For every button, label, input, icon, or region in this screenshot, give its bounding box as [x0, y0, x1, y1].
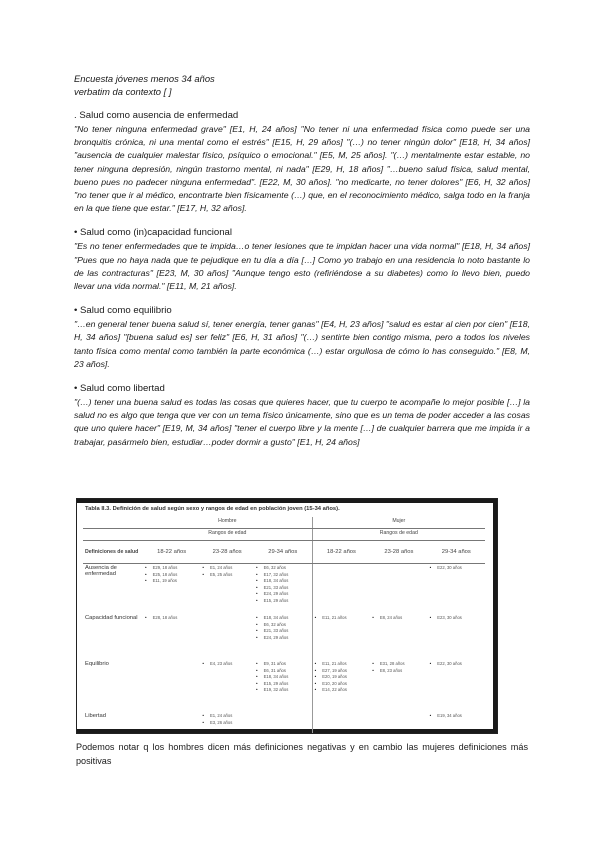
interviewee-list [430, 661, 483, 668]
interviewee-entry: • E6, 32 años [256, 622, 310, 629]
section-title: • Salud como libertad [74, 383, 165, 395]
age-header: 29-34 años [254, 541, 312, 564]
section-absence [74, 109, 530, 215]
table-cell [312, 712, 370, 734]
interviewee-entry: • E24, 29 años [256, 635, 310, 642]
document-body [74, 72, 530, 449]
age-header: 18-22 años [312, 541, 370, 564]
definitions-table-figure [76, 498, 498, 734]
table-cell [200, 660, 254, 712]
table-cell [370, 712, 427, 734]
interviewee-entry: • E18, 34 años [256, 615, 310, 622]
definitions-table [83, 517, 485, 734]
interviewee-entry: • E23, 30 años [430, 615, 483, 622]
table-cell [312, 660, 370, 712]
table-cell [254, 660, 312, 712]
row-label: Capacidad funcional [85, 615, 138, 621]
interviewee-list [315, 615, 369, 622]
interviewee-list [372, 661, 425, 674]
interviewee-entry: • E11, 21 años [315, 661, 369, 668]
survey-title: Encuesta jóvenes menos 34 años [74, 73, 215, 84]
interviewee-list [202, 713, 252, 726]
interviewee-entry: • E10, 20 años [315, 681, 369, 688]
row-label: Equilibrio [85, 661, 109, 667]
interviewee-list [145, 565, 198, 585]
conclusion-text: Podemos notar q los hombres dicen más definiciones negativas y en cambio las mujeres definiciones más positivas [76, 742, 528, 766]
section-quotes: "No tener ninguna enfermedad grave" [E1, H, 24 años] "No tener ni una enfermedad física como puede ser una bronquitis crónica, ni una mental como el estrés" [E15, H, 29 años] "(…) no tener ningún dolor" [E18, H, 34 años] "ausencia de cualquier malestar físico, psíquico o emocional." [E5, M, 25 años]. "(…) mentalmente estar estable, no tener ninguna depresión, ningún trastorno mental, ni nada" [E29, H, 18 años] "…bueno salud física, salud mental, bueno pues no padecer ninguna enfermedad". [E22, M, 30 años]. "no medicarte, no tener dolores" [E6, H, 32 años] "no tener que ir al médico, encontrarte bien físicamente (…) que, en el reconocimiento médico, salga todo en la franja en la que tiene que estar." [E17, H, 32 años]. [74, 124, 530, 214]
group-women: Mujer [312, 517, 485, 529]
section-quotes: "Es no tener enfermedades que te impida…o tener lesiones que te impidan hacer una vida normal" [E18, H, 34 años] "Pues que no haya nada que te pejudique en tu día a día […] Como yo trabajo en una residencia lo noto bastante lo de las contracturas" [E23, M, 30 años] "Aunque tengo esto (refiriéndose a su diabetes) como lo llevo bien, puedo llevar una vida normal." [E11, M, 21 años]. [74, 241, 530, 292]
interviewee-entry: • E19, 32 años [256, 687, 310, 694]
age-header: 29-34 años [428, 541, 485, 564]
table-cell [143, 614, 200, 660]
interviewee-entry: • E17, 32 años [256, 572, 310, 579]
figure-border [493, 499, 497, 733]
interviewee-entry: • E11, 21 años [315, 615, 369, 622]
table-row [83, 712, 485, 734]
interviewee-entry: • E31, 28 años [372, 661, 425, 668]
table-cell [200, 712, 254, 734]
interviewee-entry: • E18, 34 años [256, 674, 310, 681]
table-cell [143, 564, 200, 615]
row-label: Libertad [85, 713, 106, 719]
section-title: . Salud como ausencia de enfermedad [74, 110, 239, 121]
table-corner [83, 517, 143, 529]
interviewee-list [372, 615, 425, 622]
table-row [83, 564, 485, 615]
table-cell [428, 564, 485, 615]
section-freedom [74, 382, 530, 449]
table-cell [143, 712, 200, 734]
age-header: 23-28 años [200, 541, 254, 564]
interviewee-entry: • E15, 29 años [256, 598, 310, 605]
interviewee-entry: • E15, 29 años [256, 681, 310, 688]
interviewee-list [145, 615, 198, 622]
interviewee-entry: • E21, 33 años [256, 628, 310, 635]
interviewee-entry: • E22, 30 años [430, 565, 483, 572]
section-title: • Salud como (in)capacidad funcional [74, 227, 233, 239]
figure-border [77, 499, 497, 503]
interviewee-list [202, 661, 252, 668]
interviewee-entry: • E9, 31 años [256, 661, 310, 668]
ranges-label-women: Rangos de edad [312, 529, 485, 541]
age-header: 23-28 años [370, 541, 427, 564]
age-header: 18-22 años [143, 541, 200, 564]
table-cell [200, 614, 254, 660]
interviewee-entry: • E29, 18 años [145, 565, 198, 572]
interviewee-entry: • E6, 32 años [256, 565, 310, 572]
table-cell [143, 660, 200, 712]
table-caption: Tabla II.3. Definición de salud según sexo y rangos de edad en población joven (15-34 años). [85, 506, 340, 512]
ranges-label-men: Rangos de edad [143, 529, 312, 541]
interviewee-entry: • E1, 24 años [202, 713, 252, 720]
interviewee-entry: • E14, 22 años [315, 687, 369, 694]
interviewee-entry: • E1, 24 años [202, 565, 252, 572]
interviewee-entry: • E8, 24 años [372, 615, 425, 622]
interviewee-list [430, 615, 483, 622]
table-cell [370, 614, 427, 660]
interviewee-list [315, 661, 369, 694]
table-cell [254, 614, 312, 660]
table-cell [254, 564, 312, 615]
interviewee-list [256, 565, 310, 605]
interviewee-entry: • E27, 19 años [315, 668, 369, 675]
section-capacity [74, 226, 530, 293]
interviewee-entry: • E21, 33 años [256, 585, 310, 592]
table-cell [428, 712, 485, 734]
section-quotes: "…en general tener buena salud sí, tener energía, tener ganas" [E4, H, 23 años] "salud es estar al cien por cien" [E18, H, 34 años] "[buena salud es] ser feliz" [E6, H, 31 años] "(…) sentirte bien contigo misma, pero a todos los niveles tanto física como mental como también la parte económica (…) estar orgullosa de cómo lo has conseguido." [E8, M, 23 años]. [74, 319, 530, 369]
interviewee-entry: • E18, 34 años [256, 578, 310, 585]
interviewee-list [430, 713, 483, 720]
table-row [83, 660, 485, 712]
survey-note: verbatim da contexto [ ] [74, 86, 172, 97]
interviewee-entry: • E3, 26 años [202, 720, 252, 727]
table-corner [83, 529, 143, 541]
table-cell [428, 660, 485, 712]
definitions-header: Definiciones de salud [83, 541, 143, 564]
interviewee-list [430, 565, 483, 572]
group-men: Hombre [143, 517, 312, 529]
interviewee-entry: • E19, 34 años [430, 713, 483, 720]
interviewee-entry: • E11, 19 años [145, 578, 198, 585]
interviewee-entry: • E20, 19 años [315, 674, 369, 681]
interviewee-entry: • E8, 23 años [372, 668, 425, 675]
table-cell [370, 660, 427, 712]
table-cell [370, 564, 427, 615]
interviewee-list [256, 615, 310, 641]
section-balance [74, 304, 530, 371]
interviewee-entry: • E6, 31 años [256, 668, 310, 675]
section-quotes: "(…) tener una buena salud es todas las cosas que quieres hacer, que tu cuerpo te acompañe lo mejor posible […] la salud no es algo que tenga que ver con un tema físico únicamente, sino que es un tema de poder acceder a las cosas que uno quiere hacer" [E19, M, 34 años] "tener el cuerpo libre y la mente […] de cualquier barrera que me impida ir a trabajar, pasármelo bien, estudiar…poder dormir a gusto" [E1, H, 24 años] [74, 397, 530, 447]
section-title: • Salud como equilibrio [74, 305, 172, 317]
interviewee-list [202, 565, 252, 578]
table-cell [312, 614, 370, 660]
interviewee-entry: • E24, 29 años [256, 591, 310, 598]
interviewee-entry: • E4, 23 años [202, 661, 252, 668]
interviewee-entry: • E28, 18 años [145, 615, 198, 622]
table-cell [428, 614, 485, 660]
table-cell [254, 712, 312, 734]
interviewee-list [256, 661, 310, 694]
interviewee-entry: • E22, 30 años [430, 661, 483, 668]
table-cell [312, 564, 370, 615]
table-cell [200, 564, 254, 615]
interviewee-entry: • E5, 25 años [202, 572, 252, 579]
table-row [83, 614, 485, 660]
interviewee-entry: • E25, 18 años [145, 572, 198, 579]
row-label: Ausencia de enfermedad [85, 565, 117, 577]
